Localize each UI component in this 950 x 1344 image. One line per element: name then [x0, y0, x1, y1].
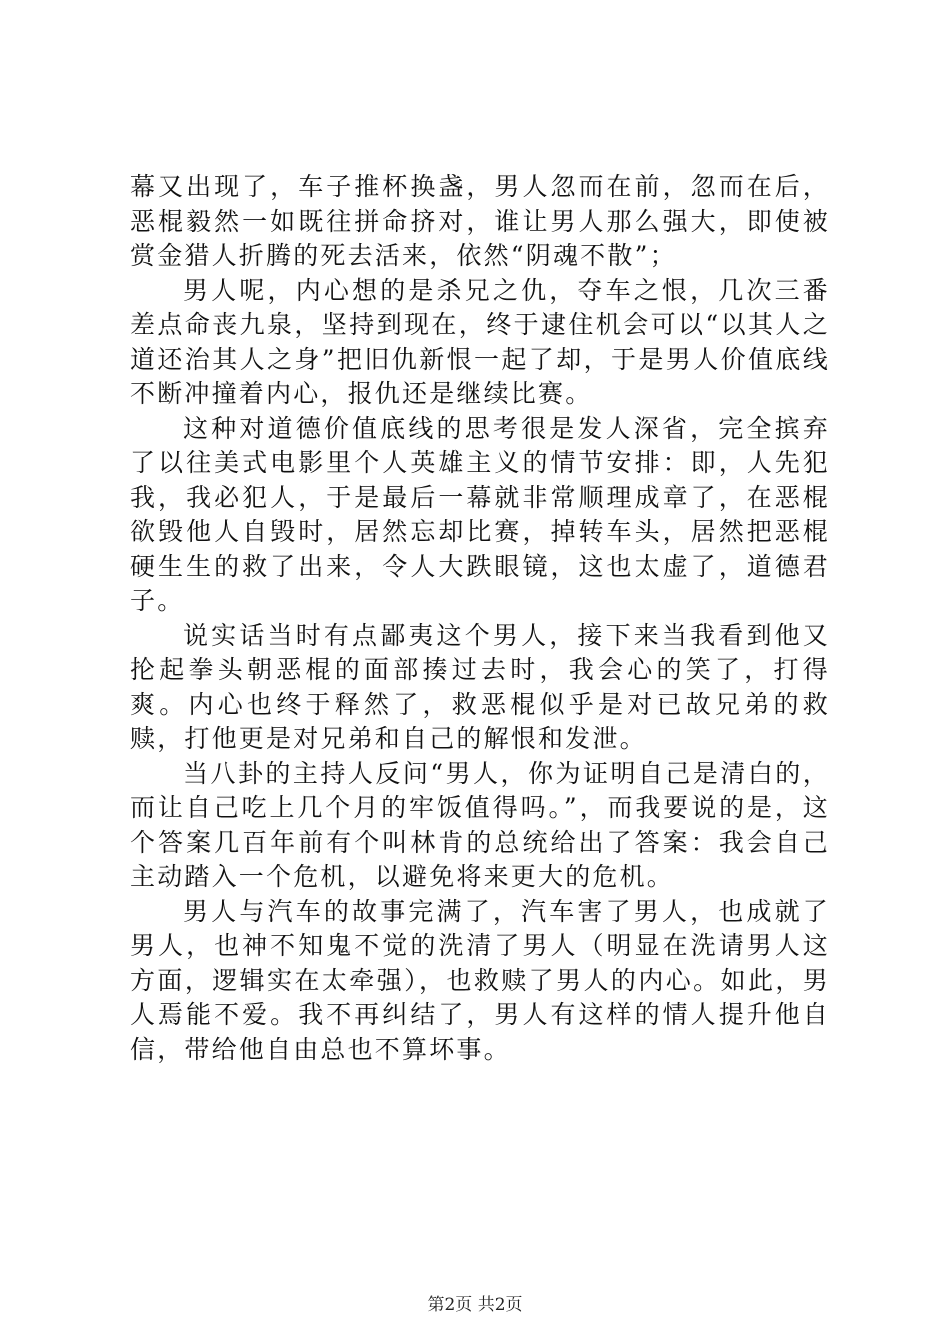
paragraph-6: 男人与汽车的故事完满了，汽车害了男人，也成就了男人，也神不知鬼不觉的洗清了男人（明显在洗请男人这方面，逻辑实在太牵强），也救赎了男人的内心。如此，男人焉能不爱。我不再纠结了，男人有这样的情人提升他自信，带给他自由总也不算坏事。 — [130, 896, 830, 1064]
paragraph-1: 幕又出现了，车子推杯换盏，男人忽而在前，忽而在后，恶棍毅然一如既往拼命挤对，谁让男人那么强大，即使被赏金猎人折腾的死去活来，依然“阴魂不散”； — [130, 172, 830, 270]
paragraph-3: 这种对道德价值底线的思考很是发人深省，完全摈弃了以往美式电影里个人英雄主义的情节安排：即，人先犯我，我必犯人，于是最后一幕就非常顺理成章了，在恶棍欲毁他人自毁时，居然忘却比赛，掉转车头，居然把恶棍硬生生的救了出来，令人大跌眼镜，这也太虚了，道德君子。 — [130, 413, 830, 615]
document-body — [130, 170, 830, 1067]
paragraph-2: 男人呢，内心想的是杀兄之仇，夺车之恨，几次三番差点命丧九泉，坚持到现在，终于逮住机会可以“以其人之道还治其人之身”把旧仇新恨一起了却，于是男人价值底线不断冲撞着内心，报仇还是继续比赛。 — [130, 275, 830, 408]
paragraph-4: 说实话当时有点鄙夷这个男人，接下来当我看到他又抡起拳头朝恶棍的面部揍过去时，我会心的笑了，打得爽。内心也终于释然了，救恶棍似乎是对已故兄弟的救赎，打他更是对兄弟和自己的解恨和发泄。 — [130, 620, 830, 753]
paragraph-5: 当八卦的主持人反问“男人，你为证明自己是清白的，而让自己吃上几个月的牢饭值得吗。”，而我要说的是，这个答案几百年前有个叫林肯的总统给出了答案：我会自己主动踏入一个危机，以避免将来更大的危机。 — [130, 758, 830, 891]
page-number-footer: 第2页 共2页 — [427, 1295, 523, 1315]
